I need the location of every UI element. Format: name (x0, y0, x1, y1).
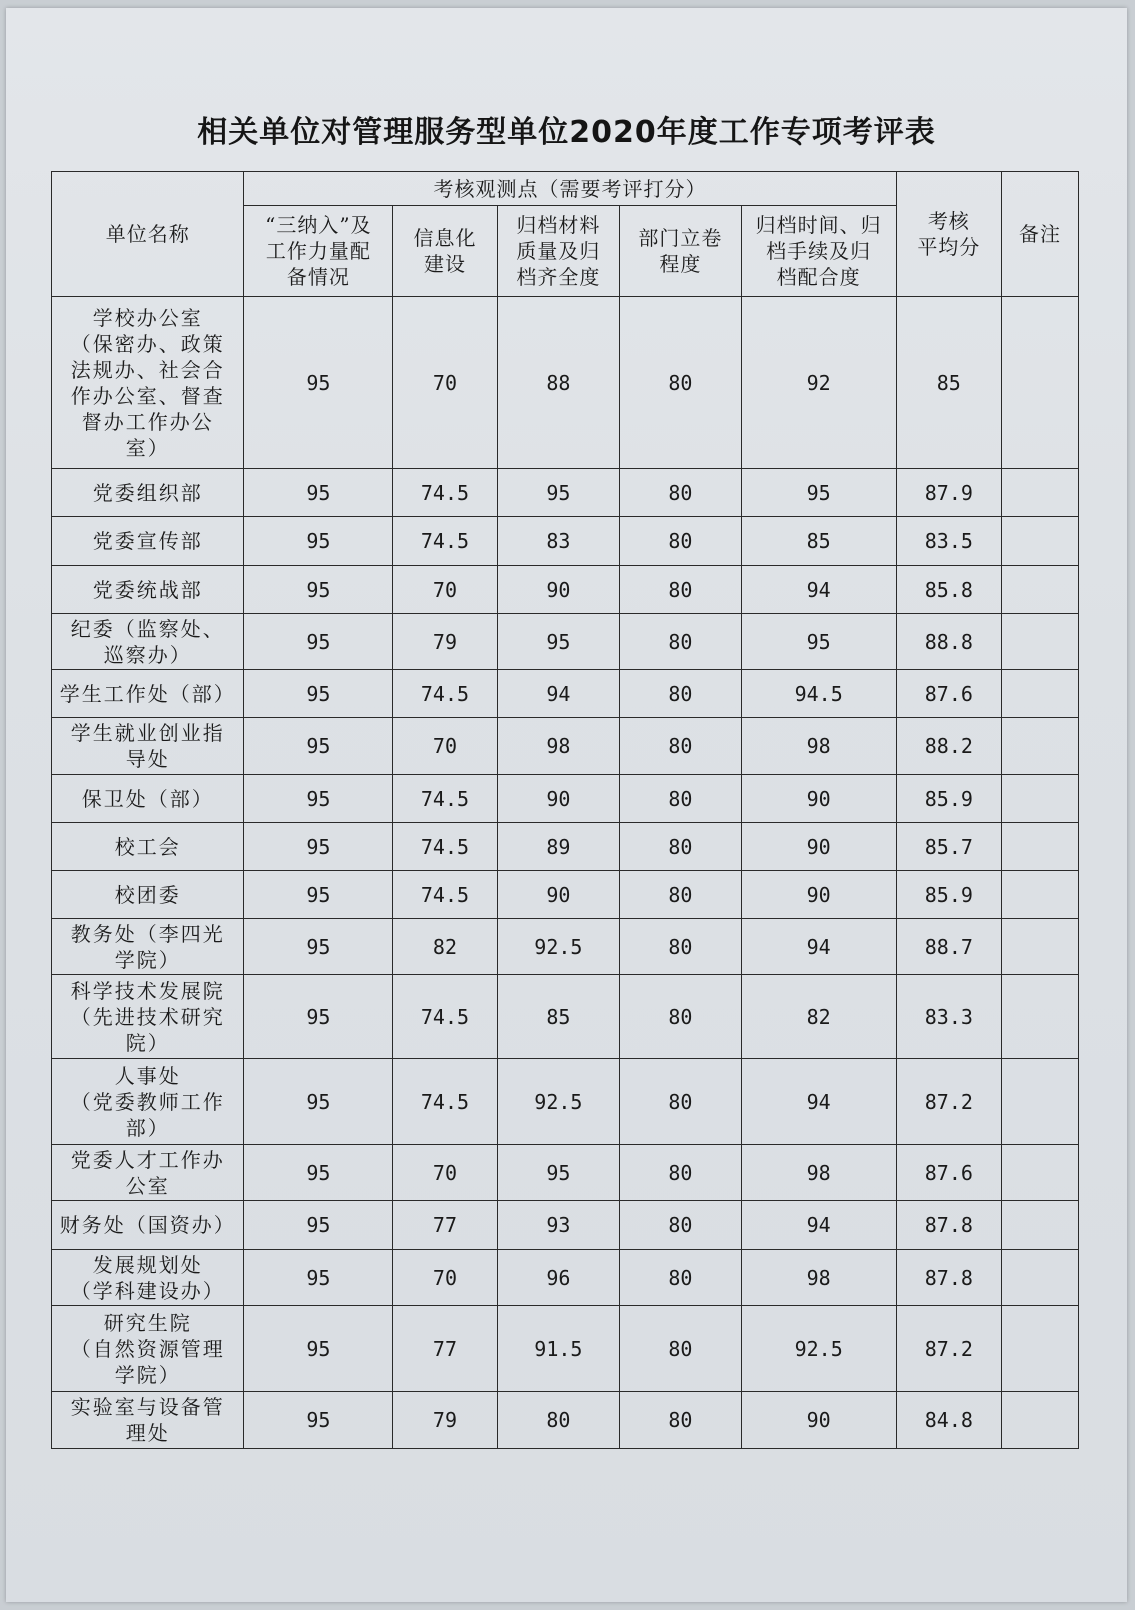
table-row (52, 670, 1079, 718)
unit-name-cell: 发展规划处 （学科建设办） (52, 1250, 244, 1306)
table-row (52, 566, 1079, 614)
table-row (52, 1059, 1079, 1145)
score-archive-quality: 90 (497, 871, 620, 919)
score-archive-quality: 83 (497, 517, 620, 566)
score-informatization: 70 (393, 566, 497, 614)
table-row (52, 919, 1079, 975)
average-score-cell: 87.8 (896, 1201, 1001, 1250)
score-archive-quality: 96 (497, 1250, 620, 1306)
score-archive-timing: 94 (741, 1201, 896, 1250)
score-archive-timing: 95 (741, 469, 896, 517)
score-three-inclusions: 95 (244, 775, 393, 823)
table-row (52, 469, 1079, 517)
unit-name-cell: 校工会 (52, 823, 244, 871)
score-informatization: 70 (393, 1145, 497, 1201)
score-filing-degree: 80 (620, 1145, 742, 1201)
remarks-cell (1001, 566, 1078, 614)
unit-name-cell: 学生工作处（部） (52, 670, 244, 718)
remarks-cell (1001, 297, 1078, 469)
score-archive-quality: 93 (497, 1201, 620, 1250)
score-three-inclusions: 95 (244, 871, 393, 919)
average-score-cell: 88.7 (896, 919, 1001, 975)
score-three-inclusions: 95 (244, 823, 393, 871)
header-archive-timing: 归档时间、归 档手续及归 档配合度 (741, 206, 896, 297)
score-filing-degree: 80 (620, 566, 742, 614)
score-three-inclusions: 95 (244, 614, 393, 670)
score-three-inclusions: 95 (244, 718, 393, 775)
score-archive-quality: 85 (497, 975, 620, 1059)
score-informatization: 74.5 (393, 1059, 497, 1145)
score-three-inclusions: 95 (244, 919, 393, 975)
score-archive-timing: 92 (741, 297, 896, 469)
average-score-cell: 87.9 (896, 469, 1001, 517)
table-row (52, 1306, 1079, 1392)
remarks-cell (1001, 469, 1078, 517)
score-informatization: 70 (393, 297, 497, 469)
remarks-cell (1001, 1059, 1078, 1145)
unit-name-cell: 党委宣传部 (52, 517, 244, 566)
average-score-cell: 88.8 (896, 614, 1001, 670)
average-score-cell: 88.2 (896, 718, 1001, 775)
table-row (52, 718, 1079, 775)
score-informatization: 74.5 (393, 517, 497, 566)
score-archive-timing: 94.5 (741, 670, 896, 718)
header-remarks: 备注 (1001, 172, 1078, 297)
remarks-cell (1001, 1201, 1078, 1250)
remarks-cell (1001, 1250, 1078, 1306)
score-filing-degree: 80 (620, 775, 742, 823)
score-archive-timing: 98 (741, 1145, 896, 1201)
score-archive-timing: 90 (741, 1392, 896, 1449)
unit-name-cell: 实验室与设备管 理处 (52, 1392, 244, 1449)
score-informatization: 77 (393, 1201, 497, 1250)
score-three-inclusions: 95 (244, 1306, 393, 1392)
header-filing-degree: 部门立卷 程度 (620, 206, 742, 297)
score-archive-quality: 89 (497, 823, 620, 871)
score-filing-degree: 80 (620, 517, 742, 566)
average-score-cell: 87.6 (896, 1145, 1001, 1201)
remarks-cell (1001, 871, 1078, 919)
average-score-cell: 83.5 (896, 517, 1001, 566)
remarks-cell (1001, 670, 1078, 718)
score-archive-quality: 94 (497, 670, 620, 718)
unit-name-cell: 研究生院 （自然资源管理 学院） (52, 1306, 244, 1392)
score-informatization: 74.5 (393, 670, 497, 718)
table-body (52, 172, 1079, 1449)
score-archive-timing: 94 (741, 919, 896, 975)
unit-name-cell: 党委人才工作办 公室 (52, 1145, 244, 1201)
score-informatization: 79 (393, 1392, 497, 1449)
average-score-cell: 85.9 (896, 871, 1001, 919)
score-filing-degree: 80 (620, 1392, 742, 1449)
score-filing-degree: 80 (620, 1250, 742, 1306)
score-archive-quality: 92.5 (497, 919, 620, 975)
remarks-cell (1001, 975, 1078, 1059)
remarks-cell (1001, 919, 1078, 975)
remarks-cell (1001, 517, 1078, 566)
score-informatization: 74.5 (393, 823, 497, 871)
table-row (52, 1201, 1079, 1250)
average-score-cell: 83.3 (896, 975, 1001, 1059)
remarks-cell (1001, 1392, 1078, 1449)
score-three-inclusions: 95 (244, 975, 393, 1059)
score-filing-degree: 80 (620, 469, 742, 517)
average-score-cell: 87.2 (896, 1306, 1001, 1392)
score-archive-timing: 98 (741, 718, 896, 775)
header-informatization: 信息化 建设 (393, 206, 497, 297)
score-informatization: 70 (393, 718, 497, 775)
table-row (52, 1250, 1079, 1306)
score-three-inclusions: 95 (244, 1145, 393, 1201)
unit-name-cell: 校团委 (52, 871, 244, 919)
score-archive-quality: 92.5 (497, 1059, 620, 1145)
score-informatization: 77 (393, 1306, 497, 1392)
average-score-cell: 84.8 (896, 1392, 1001, 1449)
table-row (52, 517, 1079, 566)
score-archive-quality: 95 (497, 614, 620, 670)
score-filing-degree: 80 (620, 871, 742, 919)
score-three-inclusions: 95 (244, 1392, 393, 1449)
score-archive-timing: 90 (741, 823, 896, 871)
score-archive-quality: 90 (497, 566, 620, 614)
remarks-cell (1001, 775, 1078, 823)
average-score-cell: 87.6 (896, 670, 1001, 718)
score-filing-degree: 80 (620, 1201, 742, 1250)
table-row (52, 1145, 1079, 1201)
header-average-score: 考核 平均分 (896, 172, 1001, 297)
score-three-inclusions: 95 (244, 1250, 393, 1306)
table-row (52, 975, 1079, 1059)
score-archive-timing: 98 (741, 1250, 896, 1306)
score-informatization: 79 (393, 614, 497, 670)
score-filing-degree: 80 (620, 1059, 742, 1145)
score-archive-quality: 91.5 (497, 1306, 620, 1392)
header-three-inclusions: “三纳入”及 工作力量配 备情况 (244, 206, 393, 297)
score-three-inclusions: 95 (244, 469, 393, 517)
unit-name-cell: 党委统战部 (52, 566, 244, 614)
unit-name-cell: 财务处（国资办） (52, 1201, 244, 1250)
header-row-1 (52, 172, 1079, 206)
average-score-cell: 85 (896, 297, 1001, 469)
table-row (52, 1392, 1079, 1449)
table-row (52, 297, 1079, 469)
unit-name-cell: 保卫处（部） (52, 775, 244, 823)
score-filing-degree: 80 (620, 670, 742, 718)
score-informatization: 70 (393, 1250, 497, 1306)
score-informatization: 74.5 (393, 775, 497, 823)
score-informatization: 74.5 (393, 871, 497, 919)
score-archive-timing: 90 (741, 775, 896, 823)
unit-name-cell: 教务处（李四光 学院） (52, 919, 244, 975)
score-filing-degree: 80 (620, 919, 742, 975)
score-archive-quality: 98 (497, 718, 620, 775)
score-archive-timing: 94 (741, 1059, 896, 1145)
score-three-inclusions: 95 (244, 566, 393, 614)
table-row (52, 614, 1079, 670)
score-archive-quality: 88 (497, 297, 620, 469)
score-archive-quality: 95 (497, 469, 620, 517)
unit-name-cell: 人事处 （党委教师工作 部） (52, 1059, 244, 1145)
remarks-cell (1001, 823, 1078, 871)
unit-name-cell: 党委组织部 (52, 469, 244, 517)
unit-name-cell: 科学技术发展院 （先进技术研究 院） (52, 975, 244, 1059)
score-three-inclusions: 95 (244, 517, 393, 566)
average-score-cell: 85.8 (896, 566, 1001, 614)
score-archive-timing: 90 (741, 871, 896, 919)
score-filing-degree: 80 (620, 975, 742, 1059)
score-archive-timing: 94 (741, 566, 896, 614)
unit-name-cell: 纪委（监察处、 巡察办） (52, 614, 244, 670)
score-archive-quality: 80 (497, 1392, 620, 1449)
header-observation-points: 考核观测点（需要考评打分） (244, 172, 896, 206)
remarks-cell (1001, 1306, 1078, 1392)
score-informatization: 82 (393, 919, 497, 975)
paper-sheet (6, 8, 1127, 1602)
score-three-inclusions: 95 (244, 297, 393, 469)
score-filing-degree: 80 (620, 1306, 742, 1392)
score-filing-degree: 80 (620, 614, 742, 670)
average-score-cell: 87.8 (896, 1250, 1001, 1306)
unit-name-cell: 学校办公室 （保密办、政策 法规办、社会合 作办公室、督查 督办工作办公 室） (52, 297, 244, 469)
table-row (52, 823, 1079, 871)
table-row (52, 871, 1079, 919)
remarks-cell (1001, 1145, 1078, 1201)
score-filing-degree: 80 (620, 718, 742, 775)
average-score-cell: 85.9 (896, 775, 1001, 823)
score-archive-timing: 85 (741, 517, 896, 566)
score-archive-timing: 95 (741, 614, 896, 670)
score-archive-quality: 95 (497, 1145, 620, 1201)
score-three-inclusions: 95 (244, 1059, 393, 1145)
score-filing-degree: 80 (620, 823, 742, 871)
remarks-cell (1001, 614, 1078, 670)
score-archive-quality: 90 (497, 775, 620, 823)
header-archive-quality: 归档材料 质量及归 档齐全度 (497, 206, 620, 297)
score-three-inclusions: 95 (244, 1201, 393, 1250)
score-three-inclusions: 95 (244, 670, 393, 718)
average-score-cell: 85.7 (896, 823, 1001, 871)
score-archive-timing: 82 (741, 975, 896, 1059)
score-informatization: 74.5 (393, 975, 497, 1059)
score-archive-timing: 92.5 (741, 1306, 896, 1392)
unit-name-cell: 学生就业创业指 导处 (52, 718, 244, 775)
table-row (52, 775, 1079, 823)
average-score-cell: 87.2 (896, 1059, 1001, 1145)
page-title: 相关单位对管理服务型单位2020年度工作专项考评表 (197, 115, 936, 150)
score-filing-degree: 80 (620, 297, 742, 469)
evaluation-table (51, 171, 1079, 1449)
remarks-cell (1001, 718, 1078, 775)
score-informatization: 74.5 (393, 469, 497, 517)
header-unit-name: 单位名称 (52, 172, 244, 297)
